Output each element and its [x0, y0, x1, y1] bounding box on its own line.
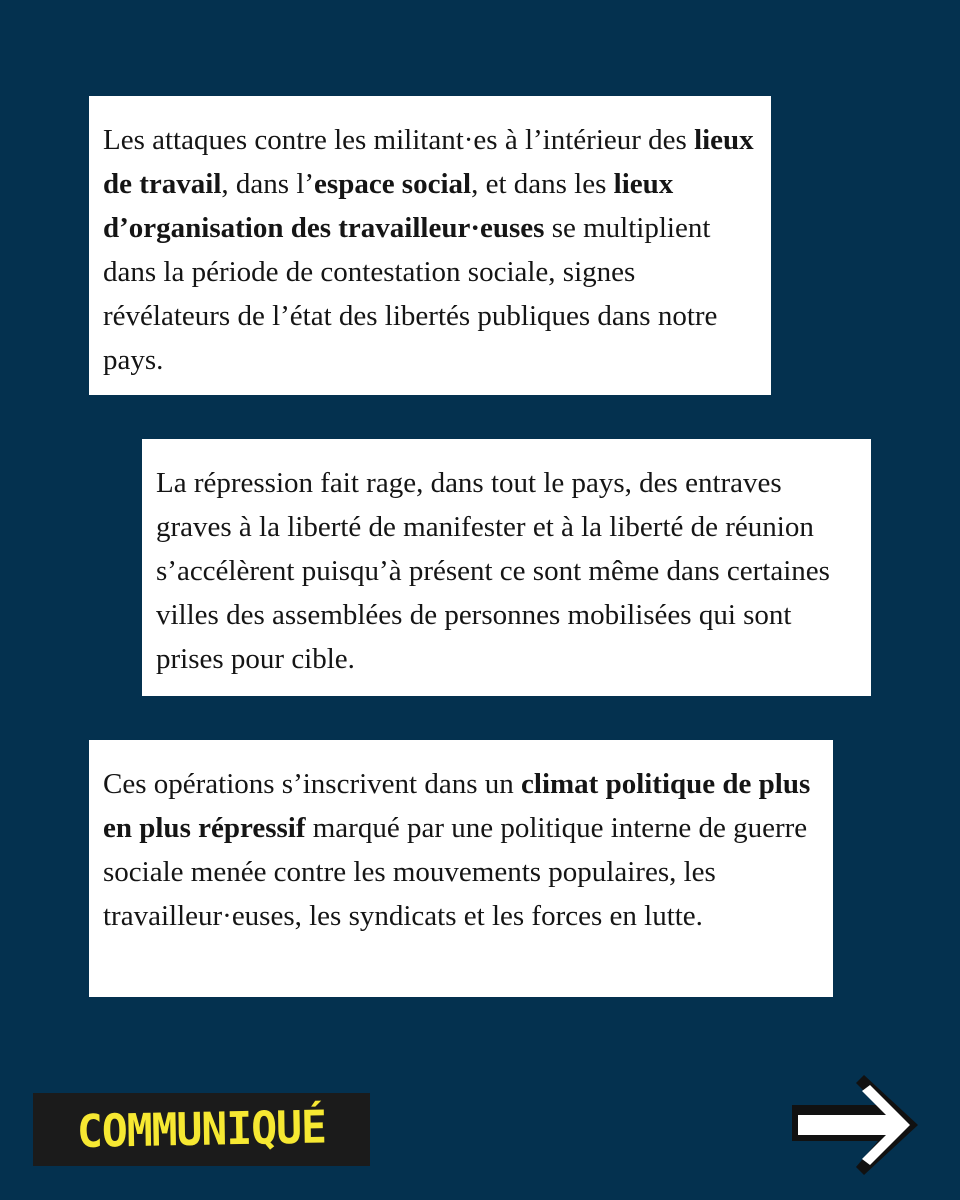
communique-text: COMMUNIQUÉ	[76, 1100, 327, 1159]
text-card-2	[142, 439, 871, 696]
segment: marqué par une politique interne de guerre sociale menée contre les mouvements populaires, les travailleur·euses, les syndicats et les forces en lutte.	[103, 812, 808, 932]
segment: Ces opérations s’inscrivent dans un	[103, 768, 522, 800]
segment: , dans l’	[221, 168, 315, 200]
arrow-right-icon	[786, 1075, 920, 1175]
segment: , et dans les	[471, 168, 614, 200]
segment: se multiplient dans la période de contestation sociale, signes révélateurs de l’état des libertés publiques dans notre pays.	[103, 212, 718, 376]
segment: Les attaques contre les militant·es à l’intérieur des	[103, 124, 695, 156]
segment-bold: lieux de travail	[103, 124, 754, 200]
communique-label	[33, 1093, 370, 1166]
segment: La répression fait rage, dans tout le pays, des entraves graves à la liberté de manifester et à la liberté de réunion s’accélèrent puisqu’à présent ce sont même dans certaines villes des assemblées de personnes mobilisées qui sont prises pour cible.	[156, 467, 830, 675]
text-card-3	[89, 740, 833, 997]
next-arrow-button[interactable]	[786, 1075, 920, 1175]
segment-bold: espace social	[314, 168, 472, 200]
segment-bold: climat politique de plus en plus répressif	[103, 768, 811, 844]
segment-bold: lieux d’organisation des travailleur·euses	[103, 168, 674, 244]
text-card-1	[89, 96, 771, 395]
